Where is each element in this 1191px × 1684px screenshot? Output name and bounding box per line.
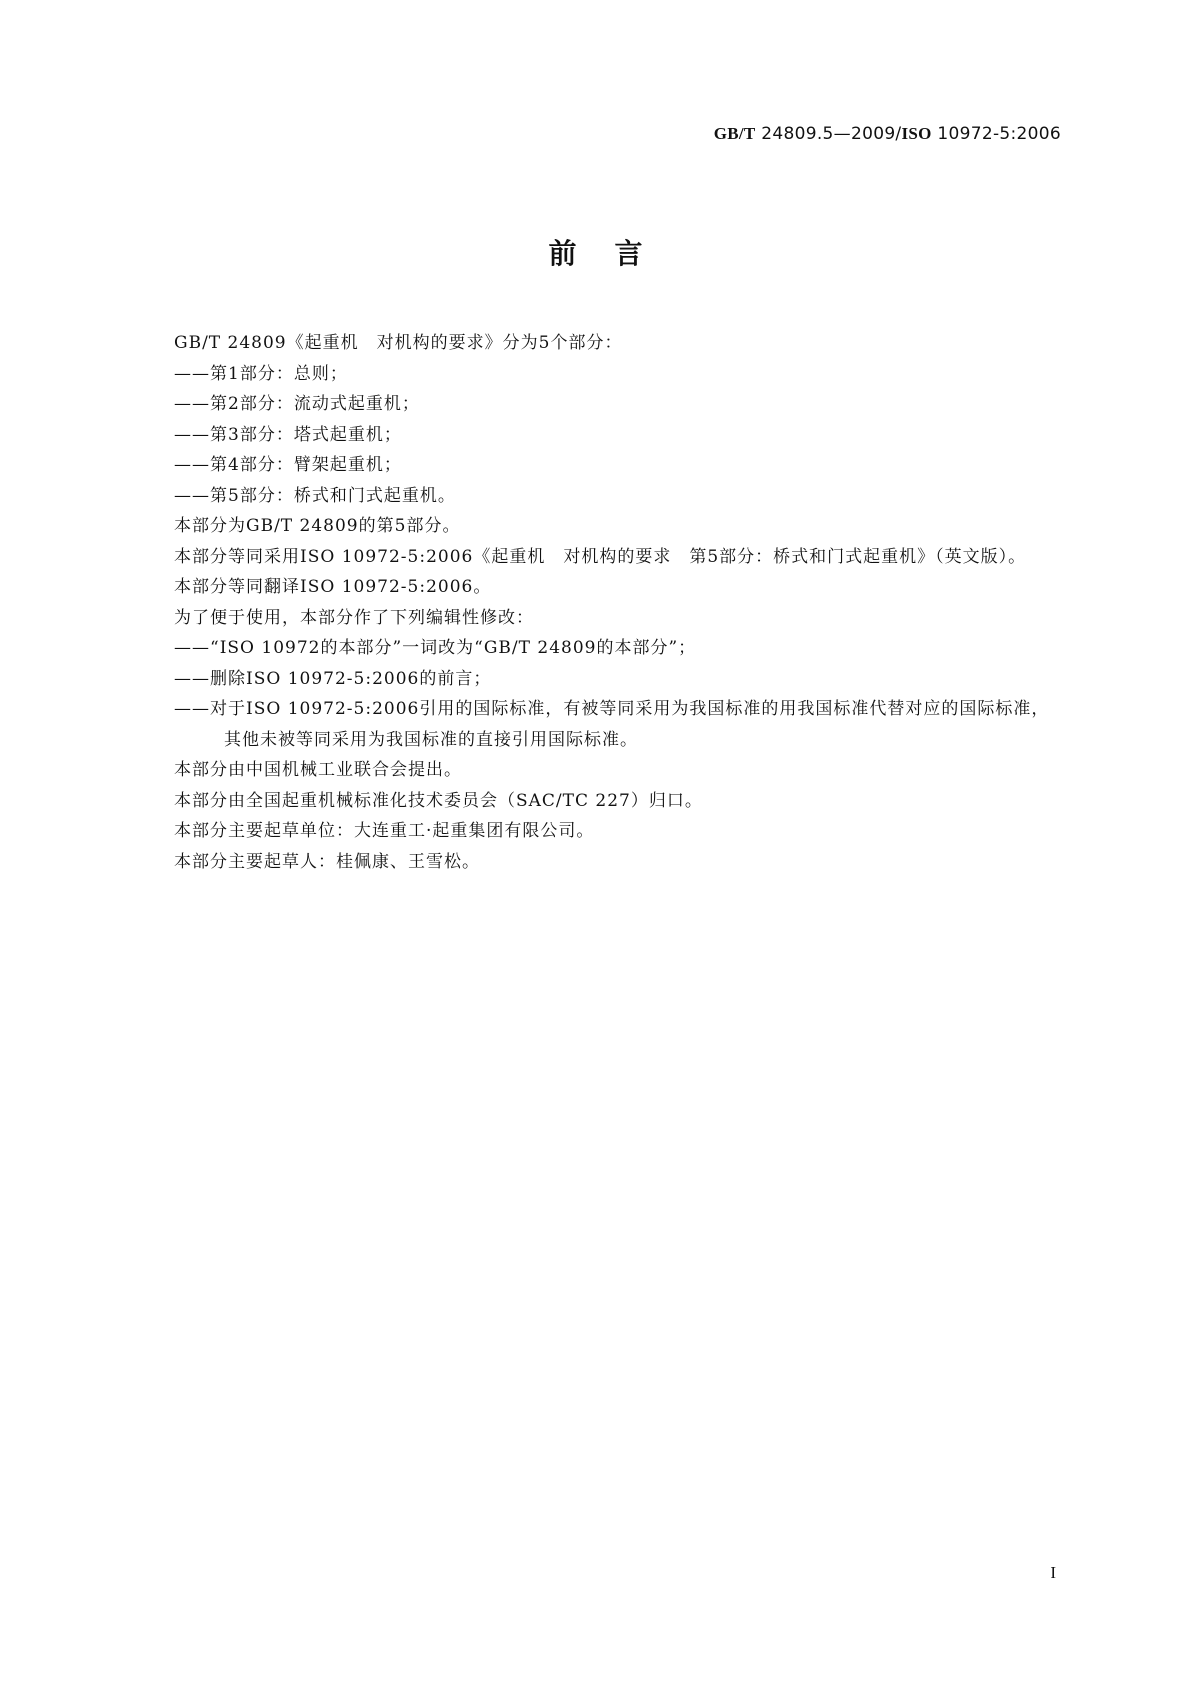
editorial-change-item: ——删除ISO 10972-5:2006的前言； [174,668,492,689]
standard-number-iso: 10972-5:2006 [931,124,1061,144]
standard-number-gbt: 24809.5—2009/ [755,124,902,144]
intro-paragraph: GB/T 24809《起重机 对机构的要求》分为5个部分： [174,333,623,353]
editorial-change-item: ——对于ISO 10972-5:2006引用的国际标准，有被等同采用为我国标准的用我国标准代替对应的国际标准，其他未被等同采用为我国标准的直接引用国际标准。 [174,699,1050,750]
part-list-item: ——第2部分：流动式起重机； [174,394,420,414]
page-number: I [1050,1563,1056,1582]
part-list-item: ——第4部分：臂架起重机； [174,455,402,475]
part-list-item: ——第1部分：总则； [174,363,348,384]
drafters-paragraph: 本部分主要起草人：桂佩康、王雪松。 [174,851,480,872]
foreword-body [140,328,1058,877]
committee-paragraph: 本部分由全国起重机械标准化技术委员会（SAC/TC 227）归口。 [174,790,703,811]
proposer-paragraph: 本部分由中国机械工业联合会提出。 [174,760,462,780]
page-title: 前言 [548,237,681,270]
editorial-change-item: ——“ISO 10972的本部分”一词改为“GB/T 24809的本部分”； [174,638,697,658]
editorial-changes-intro: 为了便于使用，本部分作了下列编辑性修改： [174,607,534,628]
drafting-unit-paragraph: 本部分主要起草单位：大连重工·起重集团有限公司。 [174,821,595,841]
standard-code-header [714,124,1061,144]
part-statement-paragraph: 本部分为GB/T 24809的第5部分。 [174,516,461,536]
standard-prefix-gbt: GB/T [713,124,756,143]
adoption-paragraph: 本部分等同采用ISO 10972-5:2006《起重机 对机构的要求 第5部分：桥式和门式起重机》（英文版）。 [174,546,1027,567]
part-list-item: ——第5部分：桥式和门式起重机。 [174,485,456,506]
standard-prefix-iso: ISO [901,124,932,143]
translation-paragraph: 本部分等同翻译ISO 10972-5:2006。 [174,577,492,597]
part-list-item: ——第3部分：塔式起重机； [174,424,402,445]
